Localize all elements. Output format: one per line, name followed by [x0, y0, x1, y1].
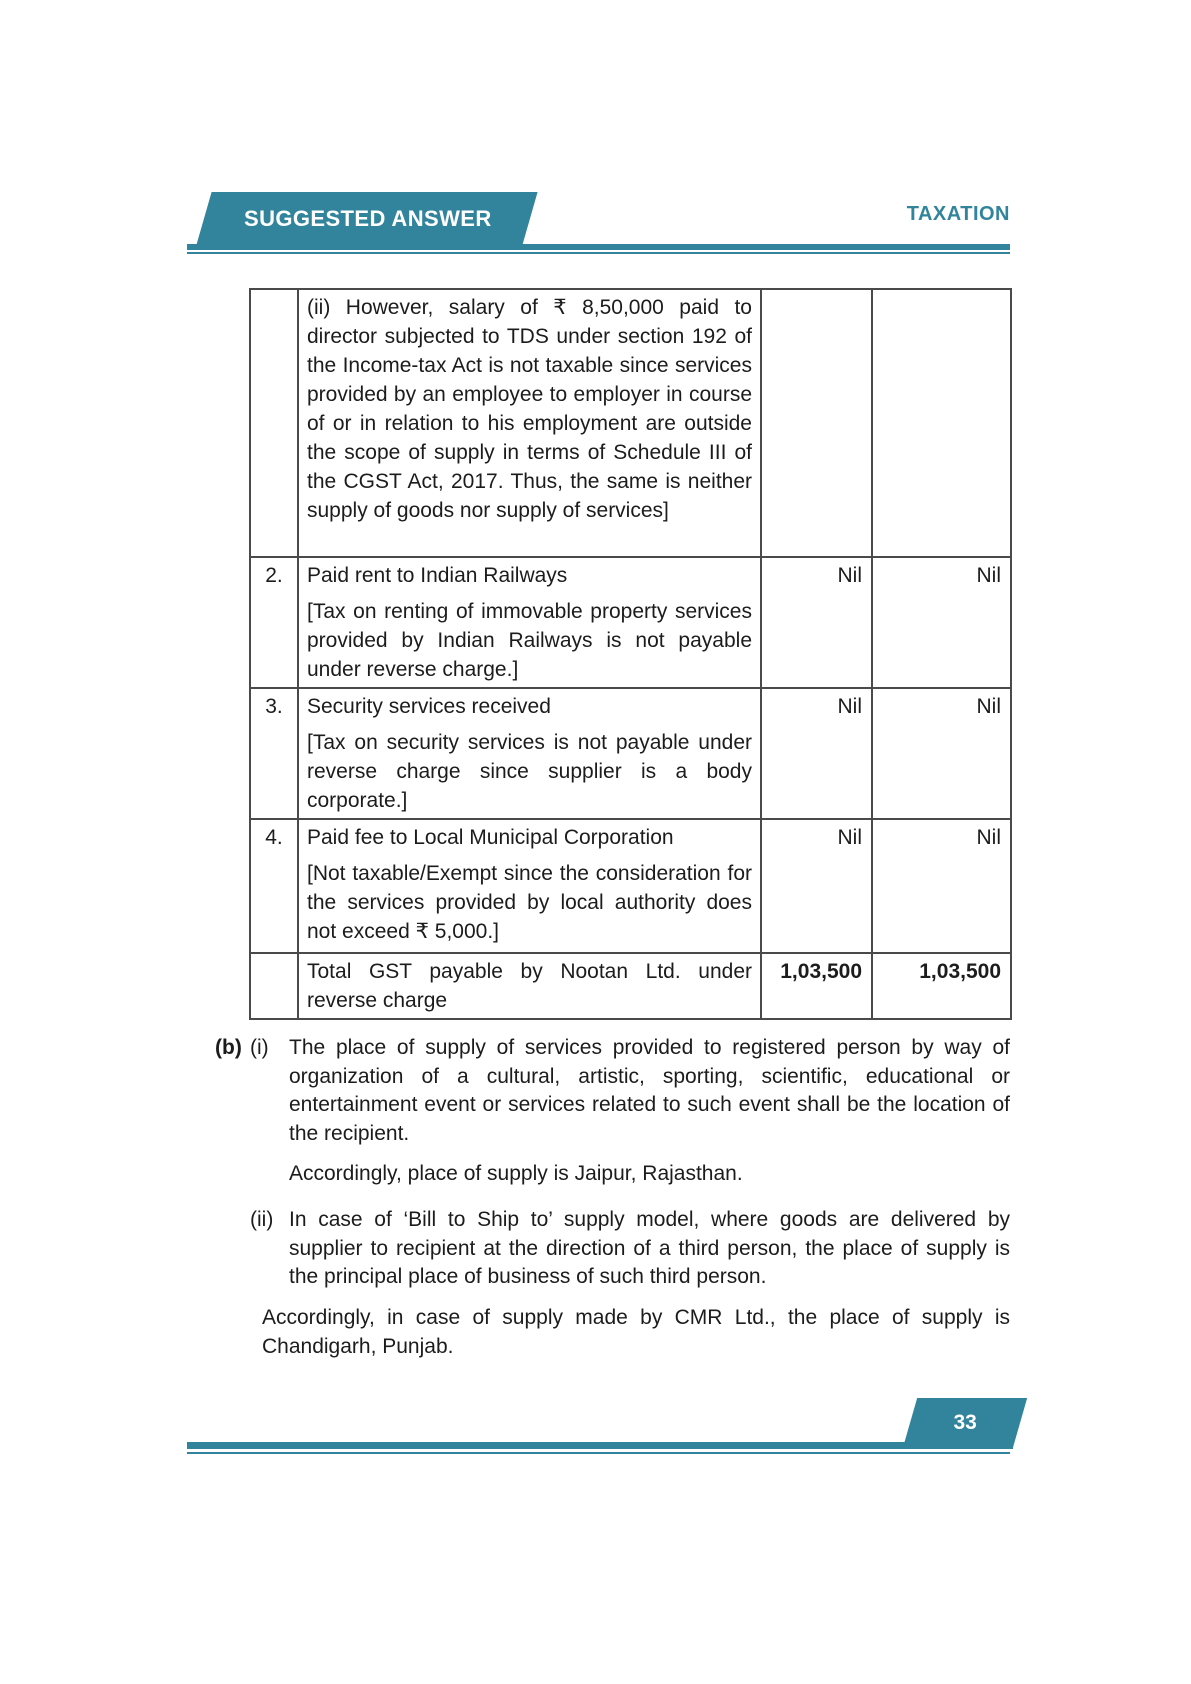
value-cell-2: Nil	[872, 688, 1011, 819]
item-i-paragraph: The place of supply of services provided to registered person by way of organization of a cultural, artistic, sporting, scientific, educational or entertainment event or services related to such event shall be the location of the recipient.	[289, 1036, 1010, 1146]
table-row	[250, 557, 1011, 688]
particulars-cell	[298, 819, 761, 953]
section-b-label: (b)	[215, 1036, 242, 1059]
item-i-label: (i)	[250, 1036, 269, 1059]
value-cell-1: Nil	[761, 819, 872, 953]
total-label: Total GST payable by Nootan Ltd. under reverse charge	[307, 960, 752, 1012]
table-row	[250, 289, 1011, 557]
suggested-answer-banner	[196, 192, 537, 245]
particulars-cell	[298, 557, 761, 688]
item-i-conclusion: Accordingly, place of supply is Jaipur, Rajasthan.	[289, 1162, 743, 1185]
particulars-title: Paid fee to Local Municipal Corporation	[307, 826, 674, 849]
header-rule-thick	[187, 244, 1010, 250]
value-cell-2	[872, 289, 1011, 557]
sno-cell: 3.	[250, 688, 298, 819]
total-value-1: 1,03,500	[761, 953, 872, 1019]
header-rule-thin	[187, 252, 1010, 254]
sno-cell: 4.	[250, 819, 298, 953]
particulars-cell	[298, 688, 761, 819]
particulars-note: [Tax on renting of immovable property services provided by Indian Railways is not payable under reverse charge.]	[307, 600, 752, 681]
sno-cell	[250, 289, 298, 557]
total-value-2: 1,03,500	[872, 953, 1011, 1019]
page-number: 33	[953, 1411, 977, 1434]
particulars-note: (ii) However, salary of ₹ 8,50,000 paid to director subjected to TDS under section 192 of the Income-tax Act is not taxable since services provided by an employee to employer in course of or in relation to his employment are outside the scope of supply in terms of Schedule III of the CGST Act, 2017. Thus, the same is neither supply of goods nor supply of services]	[307, 296, 752, 522]
subject-label: TAXATION	[906, 203, 1010, 225]
particulars-cell	[298, 289, 761, 557]
particulars-note: [Not taxable/Exempt since the consideration for the services provided by local authority does not exceed ₹ 5,000.]	[307, 862, 752, 943]
item-ii-paragraph: In case of ‘Bill to Ship to’ supply model, where goods are delivered by supplier to recipient at the direction of a third person, the place of supply is the principal place of business of such third person.	[289, 1208, 1010, 1289]
value-cell-2: Nil	[872, 557, 1011, 688]
table-row	[250, 819, 1011, 953]
particulars-cell	[298, 953, 761, 1019]
final-conclusion: Accordingly, in case of supply made by CMR Ltd., the place of supply is Chandigarh, Punjab.	[262, 1306, 1010, 1358]
particulars-title: Paid rent to Indian Railways	[307, 564, 568, 587]
particulars-note: [Tax on security services is not payable under reverse charge since supplier is a body corporate.]	[307, 731, 752, 812]
sno-cell: 2.	[250, 557, 298, 688]
item-ii-label: (ii)	[250, 1208, 274, 1231]
value-cell-1	[761, 289, 872, 557]
value-cell-1: Nil	[761, 557, 872, 688]
footer-rule-thick	[187, 1442, 1013, 1449]
page-number-badge	[903, 1398, 1027, 1448]
value-cell-2: Nil	[872, 819, 1011, 953]
table-total-row	[250, 953, 1011, 1019]
footer-rule-thin	[187, 1452, 1010, 1454]
gst-answer-table	[249, 288, 1012, 1020]
table-row	[250, 688, 1011, 819]
banner-label: SUGGESTED ANSWER	[244, 206, 492, 231]
particulars-title: Security services received	[307, 695, 551, 718]
sno-cell	[250, 953, 298, 1019]
value-cell-1: Nil	[761, 688, 872, 819]
